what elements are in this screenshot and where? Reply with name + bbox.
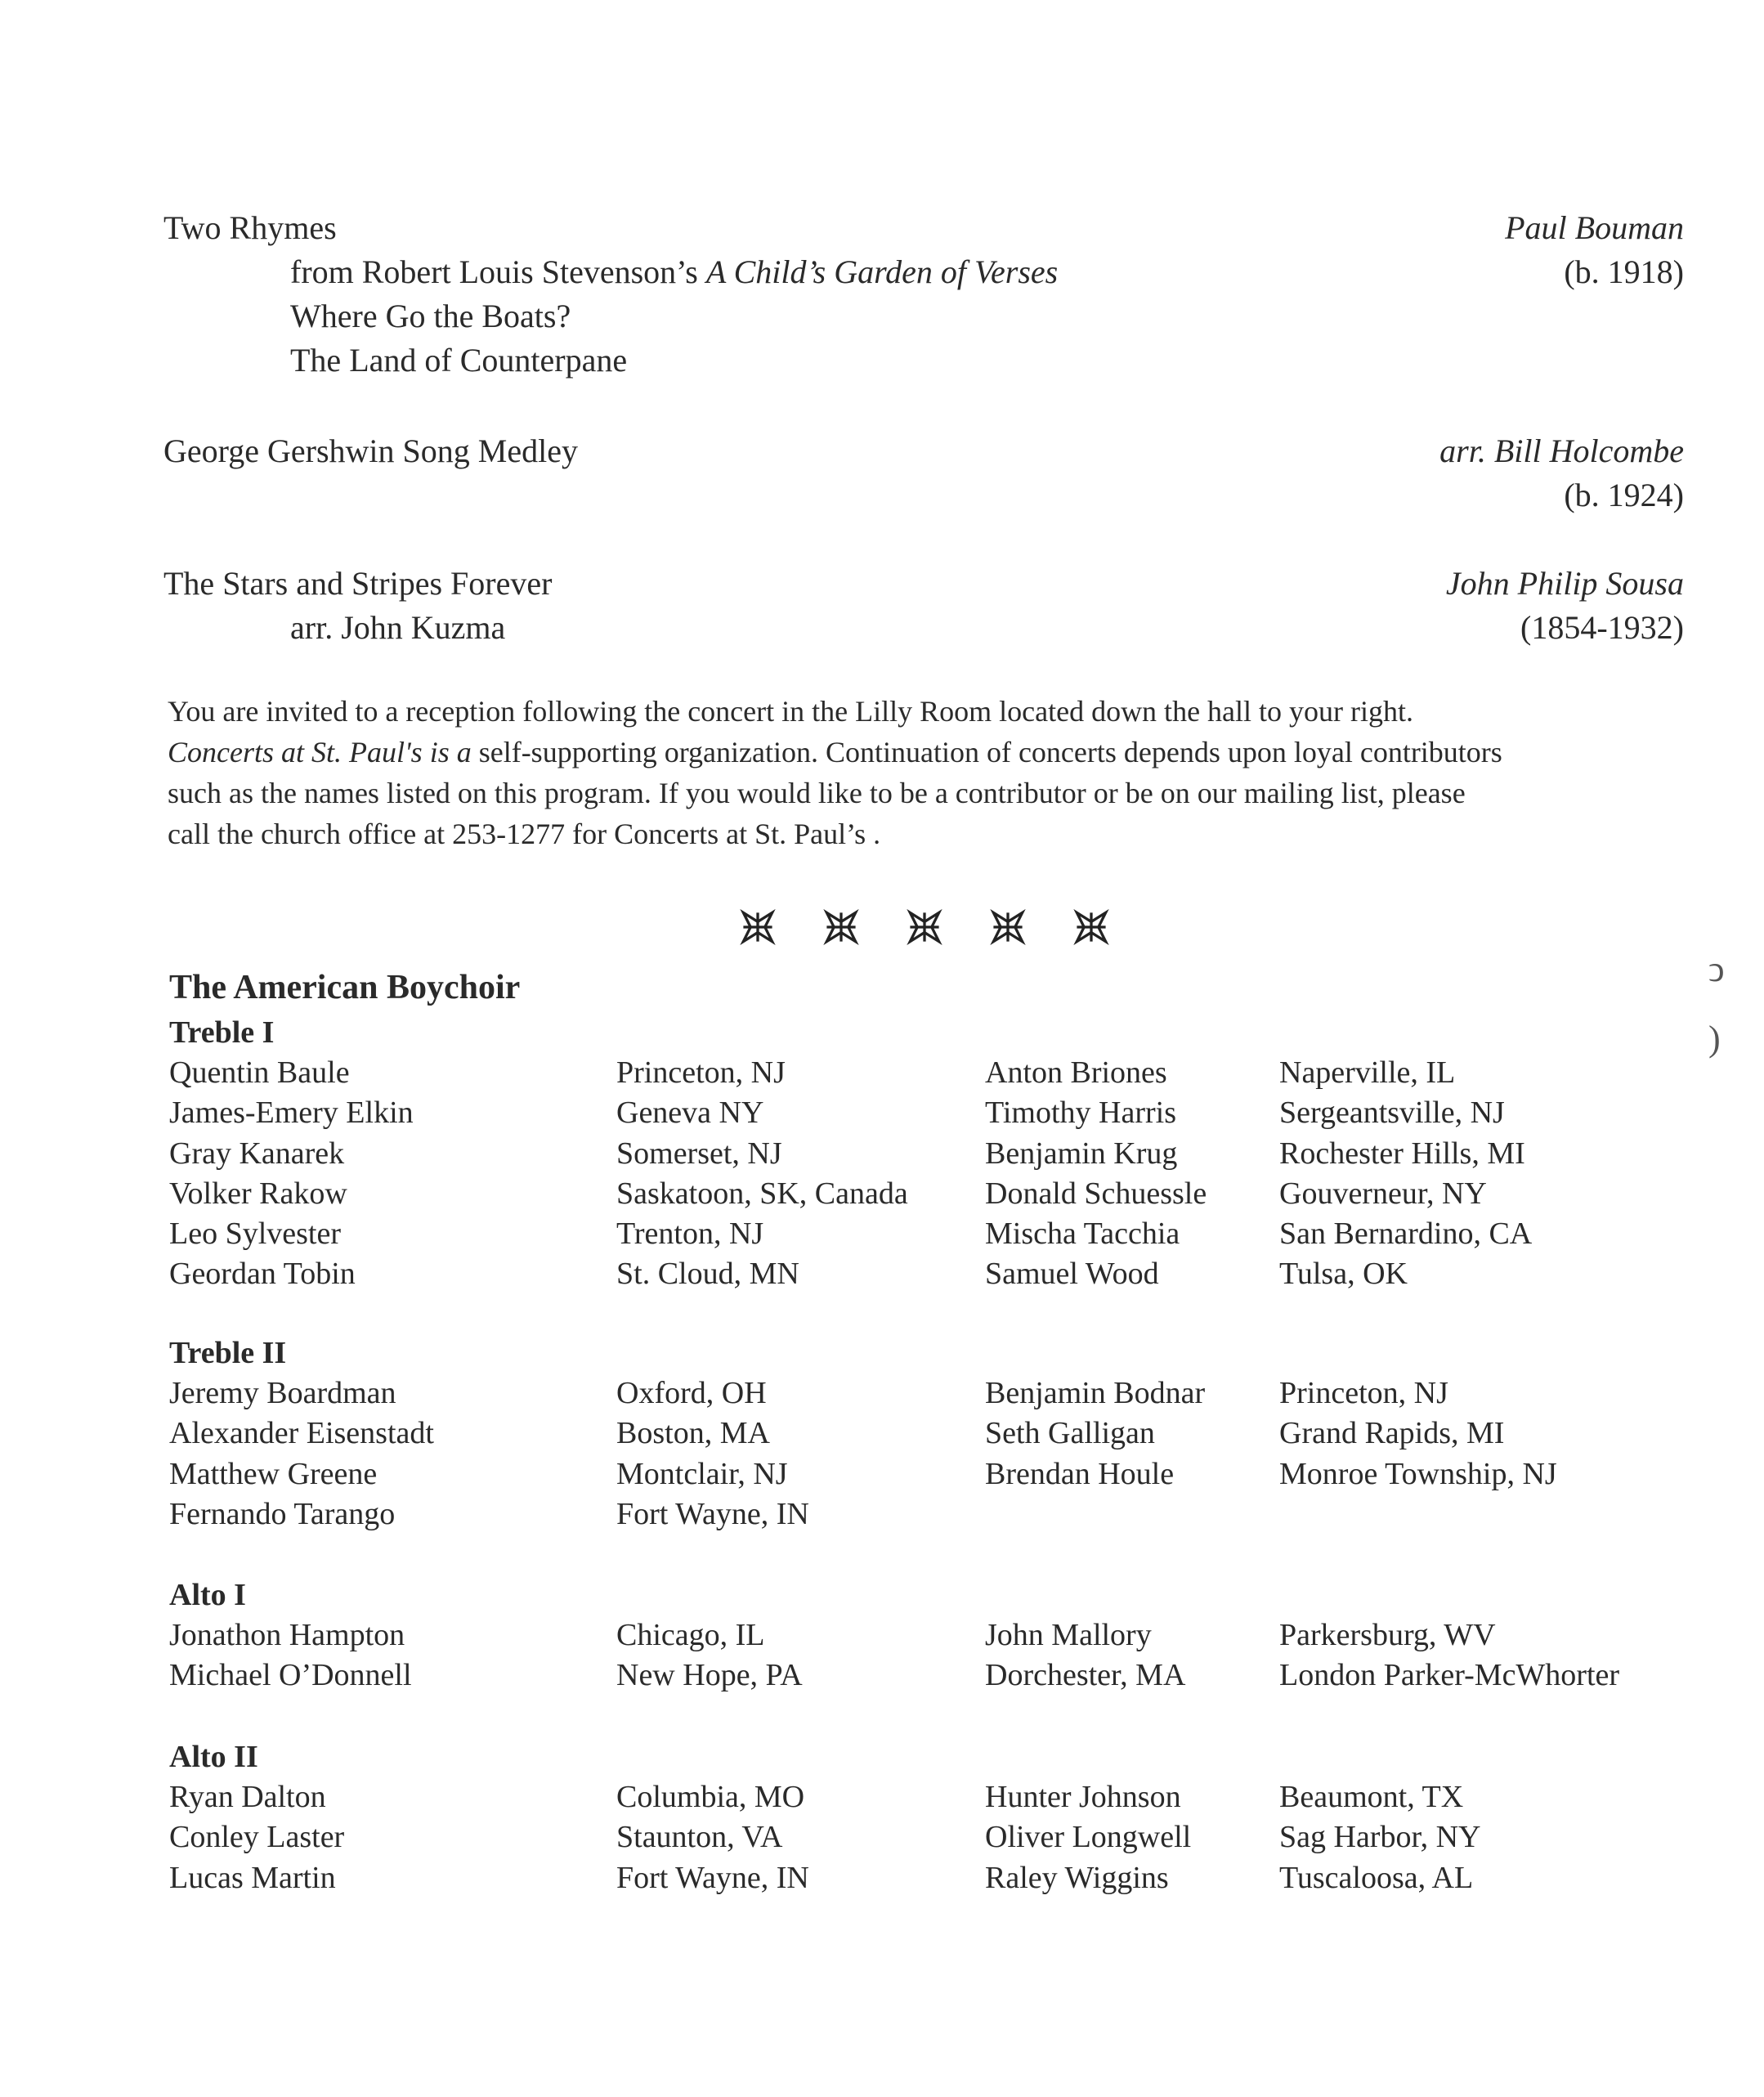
notice-line [168, 732, 1688, 773]
piece-source [290, 250, 1058, 294]
program-item-gershwin [163, 429, 1684, 519]
roster-row [169, 1254, 1706, 1294]
piece-movement: The Land of Counterpane [290, 342, 628, 379]
maltese-cross-icon [907, 909, 942, 945]
margin-mark: ↄ [1708, 949, 1725, 989]
section-label: Treble I [169, 1015, 275, 1050]
member-name: Seth Galligan [985, 1416, 1155, 1451]
notice-line-rest: self-supporting organization. Continuation of concerts depends upon loyal contributors [471, 736, 1502, 768]
member-hometown: Boston, MA [616, 1416, 770, 1451]
composer-name: arr. Bill Holcombe [1439, 432, 1684, 469]
member-hometown: New Hope, PA [616, 1658, 803, 1693]
roster-row [169, 1858, 1706, 1898]
member-hometown: Oxford, OH [616, 1376, 767, 1410]
member-name: Ryan Dalton [169, 1780, 326, 1814]
member-hometown: Sag Harbor, NY [1279, 1820, 1481, 1855]
member-name: Brendan Houle [985, 1456, 1175, 1491]
member-name: Anton Briones [985, 1055, 1167, 1090]
member-name: Matthew Greene [169, 1456, 378, 1491]
roster-row [169, 1817, 1706, 1857]
notice-line: You are invited to a reception following the concert in the Lilly Room located down the hall to your right. [168, 695, 1414, 728]
member-hometown: Parkersburg, WV [1279, 1618, 1496, 1652]
member-hometown: Staunton, VA [616, 1820, 783, 1855]
member-hometown: Princeton, NJ [616, 1055, 786, 1090]
roster-row [169, 1174, 1706, 1214]
piece-title: The Stars and Stripes Forever [163, 565, 553, 602]
composer-name: Paul Bouman [1505, 209, 1684, 246]
section-alto-i [169, 1575, 1706, 1696]
member-name: Geordan Tobin [169, 1257, 356, 1292]
composer-dates: (b. 1918) [1564, 253, 1684, 290]
choir-title: The American Boychoir [169, 969, 521, 1006]
member-hometown: Geneva NY [616, 1096, 764, 1131]
member-name: Mischa Tacchia [985, 1217, 1180, 1252]
notice-line: such as the names listed on this program. If you would like to be a contributor or be on our mailing list, please [168, 777, 1466, 809]
margin-mark: ) [1708, 1019, 1721, 1059]
member-hometown: Princeton, NJ [1279, 1376, 1448, 1410]
member-hometown: Montclair, NJ [616, 1456, 788, 1491]
member-hometown: Dorchester, MA [985, 1658, 1186, 1693]
member-hometown: Monroe Township, NJ [1279, 1456, 1557, 1491]
member-hometown: Beaumont, TX [1279, 1780, 1464, 1814]
member-name: Fernando Tarango [169, 1496, 396, 1531]
program-item-two-rhymes [163, 206, 1684, 386]
member-name: Benjamin Bodnar [985, 1376, 1206, 1410]
program-item-stars-and-stripes [163, 562, 1684, 652]
maltese-cross-icon [990, 909, 1026, 945]
piece-source-prefix: from Robert Louis Stevenson’s [290, 253, 706, 290]
member-hometown: Columbia, MO [616, 1780, 805, 1814]
roster-row [169, 1134, 1706, 1174]
roster-row [169, 1615, 1706, 1656]
member-name: Oliver Longwell [985, 1820, 1192, 1855]
roster-row [169, 1414, 1706, 1454]
member-hometown: Grand Rapids, MI [1279, 1416, 1505, 1451]
member-hometown: Trenton, NJ [616, 1217, 764, 1252]
member-name: Gray Kanarek [169, 1136, 345, 1171]
piece-movement: Where Go the Boats? [290, 298, 571, 334]
maltese-cross-icon [823, 909, 859, 945]
roster-row [169, 1373, 1706, 1414]
roster-row [169, 1093, 1706, 1133]
notice-org-name: Concerts at St. Paul's is a [168, 736, 472, 768]
member-hometown: Fort Wayne, IN [616, 1860, 809, 1895]
member-name: Raley Wiggins [985, 1860, 1169, 1895]
piece-title: George Gershwin Song Medley [163, 432, 578, 469]
member-name: Hunter Johnson [985, 1780, 1181, 1814]
member-name: Alexander Eisenstadt [169, 1416, 434, 1451]
member-hometown: Tuscaloosa, AL [1279, 1860, 1474, 1895]
maltese-cross-icon [1073, 909, 1109, 945]
member-hometown: Gouverneur, NY [1279, 1176, 1487, 1211]
section-alto-ii [169, 1736, 1706, 1898]
section-treble-ii [169, 1333, 1706, 1535]
section-label: Alto I [169, 1578, 246, 1612]
notice-line: call the church office at 253-1277 for Concerts at St. Paul’s . [168, 818, 881, 850]
composer-name: John Philip Sousa [1445, 565, 1684, 602]
member-name: London Parker-McWhorter [1279, 1658, 1620, 1693]
ornament-divider [740, 909, 1109, 945]
roster-row [169, 1053, 1706, 1093]
member-name: John Mallory [985, 1618, 1152, 1652]
piece-arranger: arr. John Kuzma [290, 609, 506, 646]
member-hometown: Rochester Hills, MI [1279, 1136, 1525, 1171]
member-name: Benjamin Krug [985, 1136, 1178, 1171]
roster-row [169, 1214, 1706, 1254]
member-name: Conley Laster [169, 1820, 345, 1855]
member-name: Michael O’Donnell [169, 1658, 412, 1693]
member-hometown: Fort Wayne, IN [616, 1496, 809, 1531]
composer-dates: (1854-1932) [1520, 609, 1684, 646]
member-name: Lucas Martin [169, 1860, 336, 1895]
member-name: Quentin Baule [169, 1055, 350, 1090]
piece-title: Two Rhymes [163, 209, 337, 246]
member-hometown: Chicago, IL [616, 1618, 765, 1652]
section-treble-i [169, 1012, 1706, 1295]
member-name: Jeremy Boardman [169, 1376, 396, 1410]
composer-dates: (b. 1924) [1564, 477, 1684, 513]
member-name: Leo Sylvester [169, 1217, 342, 1252]
roster-row [169, 1777, 1706, 1817]
member-name: James-Emery Elkin [169, 1096, 414, 1131]
section-label: Alto II [169, 1740, 258, 1774]
reception-notice [168, 691, 1688, 854]
member-hometown: Tulsa, OK [1279, 1257, 1408, 1292]
member-name: Volker Rakow [169, 1176, 347, 1211]
member-hometown: San Bernardino, CA [1279, 1217, 1533, 1252]
member-hometown: Sergeantsville, NJ [1279, 1096, 1505, 1131]
piece-source-book: A Child’s Garden of Verses [705, 253, 1059, 290]
member-hometown: Saskatoon, SK, Canada [616, 1176, 908, 1211]
roster-row [169, 1454, 1706, 1494]
roster-row [169, 1494, 1706, 1535]
section-label: Treble II [169, 1336, 287, 1370]
member-name: Jonathon Hampton [169, 1618, 405, 1652]
member-name: Timothy Harris [985, 1096, 1177, 1131]
member-hometown: Naperville, IL [1279, 1055, 1456, 1090]
member-hometown: St. Cloud, MN [616, 1257, 799, 1292]
member-hometown: Somerset, NJ [616, 1136, 782, 1171]
member-name: Donald Schuessle [985, 1176, 1207, 1211]
roster-row [169, 1656, 1706, 1696]
maltese-cross-icon [740, 909, 776, 945]
member-name: Samuel Wood [985, 1257, 1159, 1292]
